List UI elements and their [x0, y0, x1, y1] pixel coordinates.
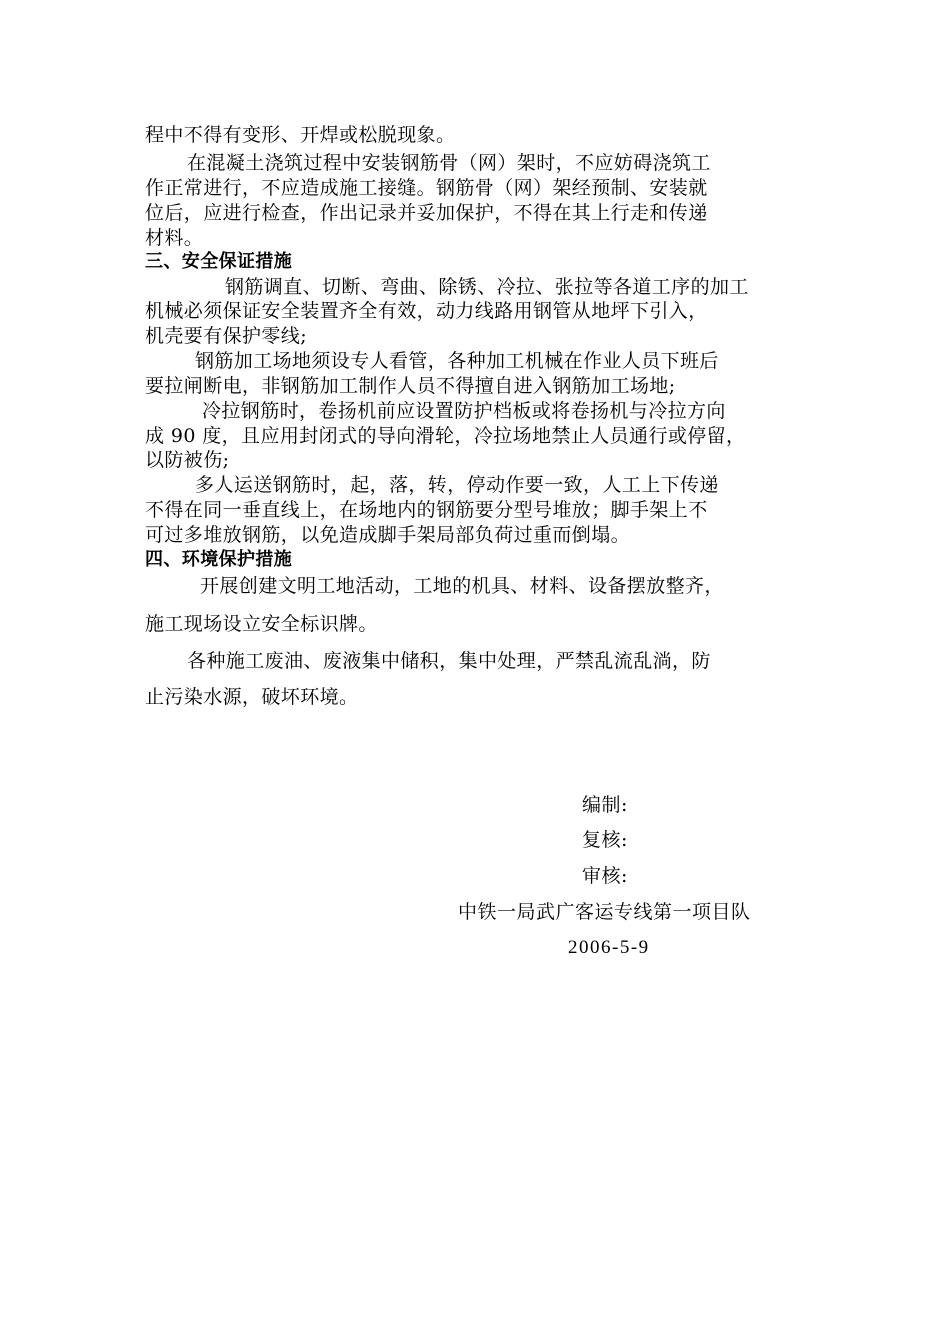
body-line: 止污染水源，破坏环境。	[145, 686, 359, 708]
compiled-by-label: 编制:	[582, 794, 628, 816]
body-line: 开展创建文明工地活动，工地的机具、材料、设备摆放整齐，	[200, 575, 724, 597]
body-line: 成 90 度，且应用封闭式的导向滑轮，冷拉场地禁止人员通行或停留，	[145, 425, 746, 447]
body-line: 机械必须保证安全装置齐全有效，动力线路用钢管从地坪下引入，	[145, 300, 708, 322]
reviewed-by-label: 复核:	[582, 829, 628, 851]
body-line: 可过多堆放钢筋，以免造成脚手架局部负荷过重而倒塌。	[145, 524, 631, 546]
document-date: 2006-5-9	[568, 937, 650, 958]
section-heading-safety: 三、安全保证措施	[145, 251, 293, 272]
body-line: 多人运送钢筋时，起，落，转，停动作要一致，人工上下传递	[195, 474, 719, 496]
body-line: 在混凝土浇筑过程中安装钢筋骨（网）架时，不应妨碍浇筑工	[187, 152, 711, 174]
section-heading-environment: 四、环境保护措施	[145, 549, 293, 570]
body-line: 冷拉钢筋时，卷扬机前应设置防护档板或将卷扬机与冷拉方向	[202, 400, 726, 422]
body-line: 施工现场设立安全标识牌。	[145, 613, 378, 635]
body-line: 程中不得有变形、开焊或松脱现象。	[145, 124, 456, 146]
body-line: 要拉闸断电，非钢筋加工制作人员不得擅自进入钢筋加工场地;	[145, 375, 676, 397]
body-line: 钢筋加工场地须设专人看管，各种加工机械在作业人员下班后	[195, 350, 719, 372]
organization-name: 中铁一局武广客运专线第一项目队	[458, 901, 751, 923]
approved-by-label: 审核:	[582, 865, 628, 887]
body-line: 以防被伤;	[145, 449, 230, 471]
body-line: 位后，应进行检查，作出记录并妥加保护，不得在其上行走和传递	[145, 202, 708, 224]
body-line: 不得在同一垂直线上，在场地内的钢筋要分型号堆放；脚手架上不	[145, 499, 708, 521]
body-line: 机壳要有保护零线;	[145, 325, 308, 347]
body-line: 各种施工废油、废液集中储积，集中处理，严禁乱流乱淌，防	[187, 650, 711, 672]
body-line: 作正常进行，不应造成施工接缝。钢筋骨（网）架经预制、安装就	[145, 177, 708, 199]
body-line: 钢筋调直、切断、弯曲、除锈、冷拉、张拉等各道工序的加工	[225, 276, 749, 298]
body-line: 材料。	[145, 227, 204, 249]
